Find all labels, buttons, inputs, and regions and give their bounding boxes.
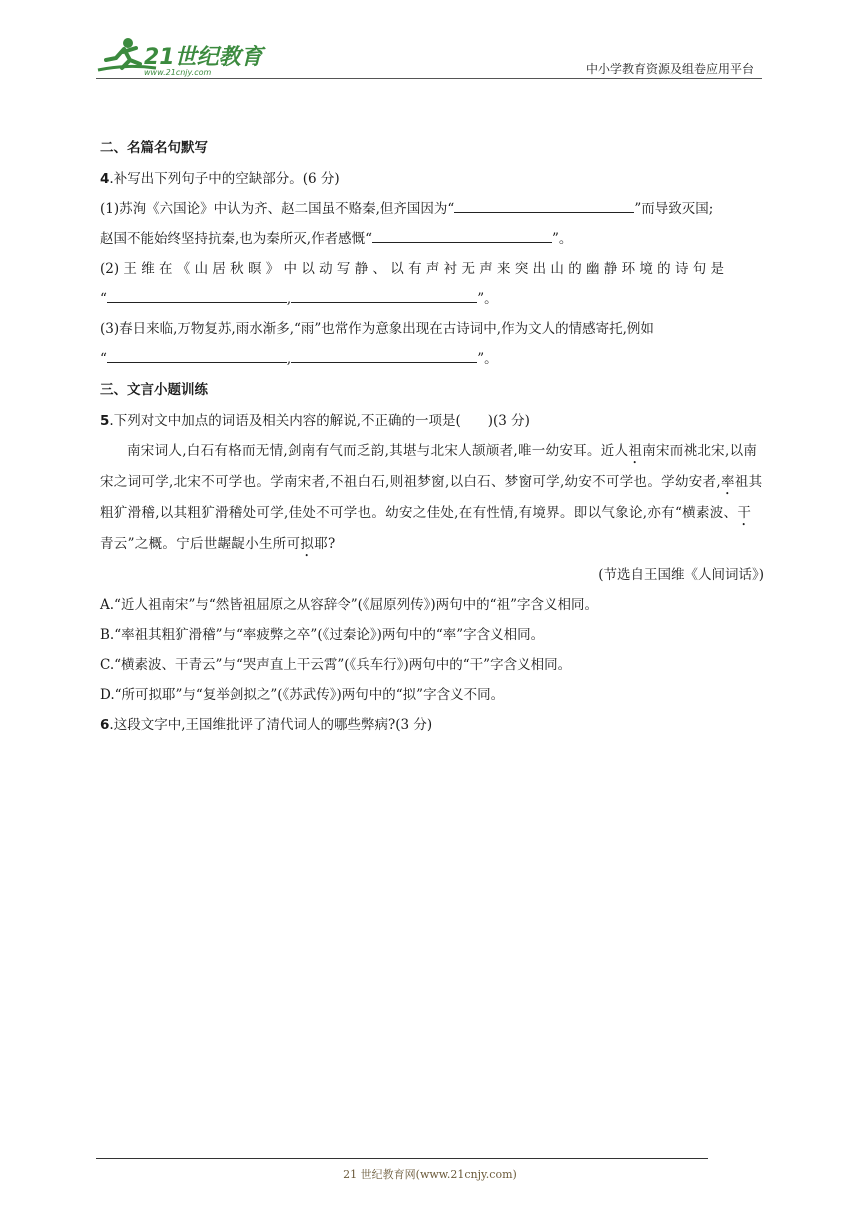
logo-url: www.21cnjy.com [144, 68, 212, 77]
part-text: , [286, 351, 292, 367]
part-text: (1)苏洵《六国论》中认为齐、赵二国虽不赂秦,但齐国因为“ [100, 201, 455, 217]
logo-text: 21世纪教育 [144, 45, 263, 70]
part-text: ”。 [477, 291, 498, 307]
question-5-stem [100, 406, 764, 436]
page-header [96, 30, 762, 80]
dotted-word: 干 [737, 505, 752, 521]
question-number: 5 [100, 413, 110, 429]
site-logo [96, 34, 266, 78]
question-4-part-1 [100, 194, 764, 254]
answer-blank[interactable] [454, 198, 634, 213]
part-text: ”。 [477, 351, 498, 367]
answer-blank[interactable] [372, 228, 552, 243]
question-4-part-3 [100, 314, 764, 374]
part-text: “ [100, 351, 107, 367]
part-text: ”而导致灭国; [634, 201, 714, 217]
footer-text[interactable]: 21 世纪教育网(www.21cnjy.com) [343, 1168, 517, 1181]
answer-blank[interactable] [291, 288, 477, 303]
option-b[interactable]: B.“率祖其粗犷滑稽”与“率疲弊之卒”(《过秦论》)两句中的“率”字含义相同。 [100, 627, 545, 643]
dotted-word: 率 [720, 474, 735, 490]
passage-text: 耶? [314, 536, 336, 552]
question-number: 6 [100, 717, 110, 733]
platform-label: 中小学教育资源及组卷应用平台 [585, 62, 754, 76]
dotted-word: 拟 [300, 536, 315, 552]
question-4-part-2 [100, 254, 764, 314]
answer-blank[interactable] [291, 348, 477, 363]
section-title-2: 二、名篇名句默写 [100, 140, 208, 156]
question-4-stem [100, 164, 764, 194]
classical-passage [100, 436, 764, 560]
header-divider [96, 78, 762, 79]
question-text: .补写出下列句子中的空缺部分。(6 分) [109, 171, 340, 187]
part-text: (2) 王 维 在 《 山 居 秋 暝 》 中 以 动 写 静 、 以 有 声 衬 无 声 来 突 出 山 的 幽 静 环 境 的 诗 句 是 [100, 261, 725, 277]
option-c[interactable]: C.“横素波、干青云”与“哭声直上干云霄”(《兵车行》)两句中的“干”字含义相同。 [100, 657, 572, 673]
passage-text: 南宋而祧北宋,以南宋之词可学,北宋不可学也。学南宋者,不祖白石,则祖梦窗,以白石、梦窗可学,幼安不可学也。学幼安者, [100, 443, 758, 490]
part-text: “ [100, 291, 107, 307]
question-text: .下列对文中加点的词语及相关内容的解说,不正确的一项是( )(3 分) [109, 413, 530, 429]
passage-text: 青云”之概。宁后世龌龊小生所可 [100, 536, 301, 552]
footer-divider [96, 1158, 708, 1159]
runner-logo-icon [96, 34, 266, 78]
question-text: .这段文字中,王国维批评了清代词人的哪些弊病?(3 分) [109, 717, 433, 733]
dotted-word: 祖 [628, 443, 643, 459]
passage-source: (节选自王国维《人间词话》) [598, 567, 764, 583]
part-text: (3)春日来临,万物复苏,雨水渐多,“雨”也常作为意象出现在古诗词中,作为文人的情感寄托,例如 [100, 321, 654, 337]
passage-text: 祖其粗犷滑稽,以其粗犷滑稽处可学,佳处不可学也。幼安之佳处,在有性情,有境界。即以气象论,亦有“横素波、 [100, 474, 763, 521]
answer-blank[interactable] [107, 288, 287, 303]
question-number: 4 [100, 171, 110, 187]
part-text: ”。 [551, 231, 573, 247]
section-title-3: 三、文言小题训练 [100, 382, 208, 398]
part-text: 赵国不能始终坚持抗秦,也为秦所灭,作者感慨“ [100, 231, 372, 247]
answer-blank[interactable] [107, 348, 287, 363]
option-a[interactable]: A.“近人祖南宋”与“然皆祖屈原之从容辞令”(《屈原列传》)两句中的“祖”字含义相同。 [100, 597, 598, 613]
document-body [100, 138, 764, 740]
part-text: , [286, 291, 292, 307]
option-d[interactable]: D.“所可拟耶”与“复举剑拟之”(《苏武传》)两句中的“拟”字含义不同。 [100, 687, 505, 703]
passage-text: 南宋词人,白石有格而无情,剑南有气而乏韵,其堪与北宋人颉颃者,唯一幼安耳。近人 [127, 443, 629, 459]
question-6-stem [100, 710, 764, 740]
